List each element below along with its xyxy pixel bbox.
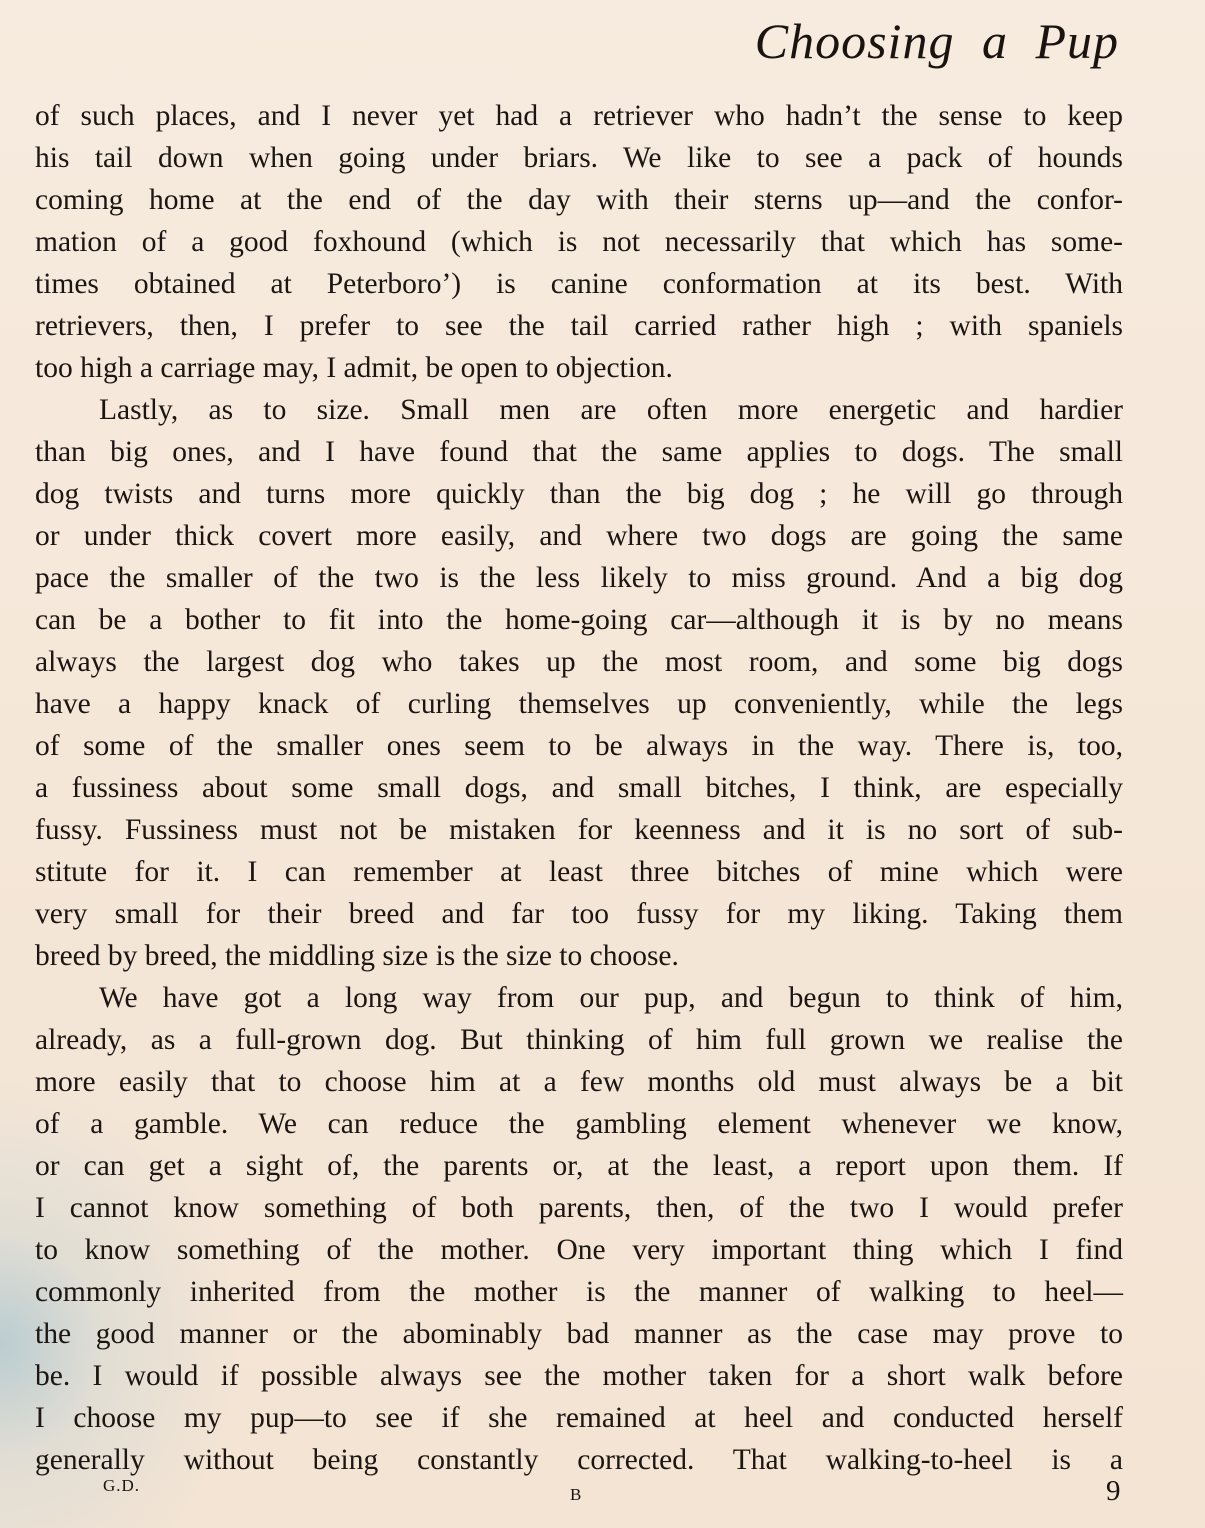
- text-line: be. I would if possible always see the mother taken for a short walk before: [35, 1360, 1123, 1392]
- text-line: Lastly, as to size. Small men are often more energetic and hardier: [99, 394, 1123, 426]
- text-line: generally without being constantly corrected. That walking-to-heel is a: [35, 1444, 1123, 1476]
- text-line: always the largest dog who takes up the most room, and some big dogs: [35, 646, 1123, 678]
- running-head: Choosing a Pup: [754, 13, 1119, 69]
- gathering-letter: B: [570, 1485, 582, 1504]
- text-line: pace the smaller of the two is the less likely to miss ground. And a big dog: [35, 562, 1123, 594]
- text-line: to know something of the mother. One very important thing which I find: [35, 1234, 1123, 1266]
- text-line: of such places, and I never yet had a retriever who hadn’t the sense to keep: [35, 100, 1123, 132]
- body-text: [35, 95, 1123, 1481]
- page-number: 9: [1106, 1475, 1121, 1507]
- text-line: I choose my pup—to see if she remained at heel and conducted herself: [35, 1402, 1123, 1434]
- text-line: his tail down when going under briars. We like to see a pack of hounds: [35, 142, 1123, 174]
- text-line: of a gamble. We can reduce the gambling element whenever we know,: [35, 1108, 1123, 1140]
- text-line: already, as a full-grown dog. But thinking of him full grown we realise the: [35, 1024, 1123, 1056]
- text-line: times obtained at Peterboro’) is canine conformation at its best. With: [35, 268, 1123, 300]
- text-line: stitute for it. I can remember at least three bitches of mine which were: [35, 856, 1123, 888]
- paragraph: [35, 95, 1123, 389]
- text-line: have a happy knack of curling themselves up conveniently, while the legs: [35, 688, 1123, 720]
- text-line: or can get a sight of, the parents or, at the least, a report upon them. If: [35, 1150, 1123, 1182]
- text-line: breed by breed, the middling size is the size to choose.: [35, 940, 679, 972]
- text-line: a fussiness about some small dogs, and small bitches, I think, are especially: [35, 772, 1123, 804]
- text-line: than big ones, and I have found that the same applies to dogs. The small: [35, 436, 1123, 468]
- paragraph: [35, 389, 1123, 977]
- signature-mark: G.D.: [103, 1476, 141, 1495]
- text-line: commonly inherited from the mother is the manner of walking to heel—: [35, 1276, 1123, 1308]
- text-line: We have got a long way from our pup, and begun to think of him,: [99, 982, 1123, 1014]
- text-line: I cannot know something of both parents, then, of the two I would prefer: [35, 1192, 1123, 1224]
- text-line: too high a carriage may, I admit, be open to objection.: [35, 352, 673, 384]
- text-line: dog twists and turns more quickly than the big dog ; he will go through: [35, 478, 1123, 510]
- text-line: coming home at the end of the day with their sterns up—and the confor-: [35, 184, 1123, 216]
- text-line: or under thick covert more easily, and where two dogs are going the same: [35, 520, 1123, 552]
- text-line: the good manner or the abominably bad manner as the case may prove to: [35, 1318, 1123, 1350]
- text-line: mation of a good foxhound (which is not necessarily that which has some-: [35, 226, 1123, 258]
- text-line: more easily that to choose him at a few months old must always be a bit: [35, 1066, 1123, 1098]
- paragraph: [35, 977, 1123, 1481]
- text-line: retrievers, then, I prefer to see the tail carried rather high ; with spaniels: [35, 310, 1123, 342]
- text-line: can be a bother to fit into the home-going car—although it is by no means: [35, 604, 1123, 636]
- text-line: very small for their breed and far too fussy for my liking. Taking them: [35, 898, 1123, 930]
- text-line: fussy. Fussiness must not be mistaken for keenness and it is no sort of sub-: [35, 814, 1123, 846]
- text-line: of some of the smaller ones seem to be always in the way. There is, too,: [35, 730, 1123, 762]
